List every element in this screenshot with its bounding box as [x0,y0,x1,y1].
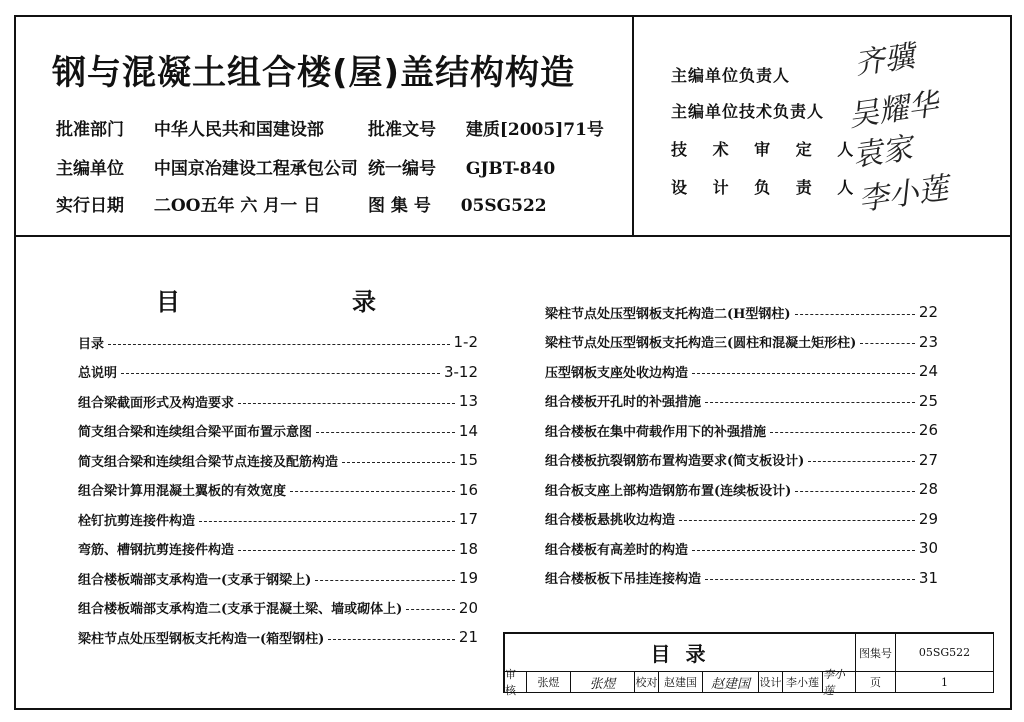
toc-entry[interactable] [78,628,478,646]
signature-handwritten-1: 齐骥 [852,38,917,82]
toc-entry[interactable] [545,451,938,469]
toc-entry[interactable] [545,480,938,498]
toc-leader [808,461,915,462]
toc-entry[interactable] [78,333,478,351]
editor-unit-value: 中国京冶建设工程承包公司 [153,159,358,179]
toc-entry-label: 组合板支座上部构造钢筋布置(连续板设计) [545,483,792,499]
toc-entry[interactable] [545,362,938,380]
signature-role-3: 技 术 审 定 人 [671,140,864,159]
toc-entry-page: 14 [458,421,478,440]
header-divider [632,17,634,235]
toc-leader [238,550,455,551]
editor-unit-row [56,154,358,179]
toc-leader [199,521,455,522]
toc-leader [342,462,455,463]
toc-entry-page: 16 [458,480,478,499]
atlas-no-label: 图 集 号 [368,196,431,216]
approval-doc-value: 建质[2005]71号 [465,120,604,140]
toc-entry[interactable] [545,421,938,439]
toc-entry-label: 简支组合梁和连续组合梁节点连接及配筋构造 [78,454,339,470]
atlas-no-value: 05SG522 [460,196,547,216]
unified-code-label: 统一编号 [368,159,436,179]
toc-entry[interactable] [78,540,478,558]
toc-entry-label: 栓钉抗剪连接件构造 [78,513,196,529]
toc-entry[interactable] [78,392,478,410]
toc-entry-page: 13 [458,392,478,410]
toc-entry-page: 21 [458,628,478,646]
design-name: 李小莲 [783,672,823,693]
toc-entry[interactable] [545,510,938,528]
toc-leader [238,403,455,404]
toc-heading-left: 目 [156,287,180,316]
toc-leader [316,432,455,433]
effective-date-row [56,191,320,216]
signature-role-2: 主编单位技术负责人 [671,102,825,121]
unified-code-row [368,154,555,179]
toc-entry-label: 组合梁计算用混凝土翼板的有效宽度 [78,484,287,499]
toc-entry-page: 28 [918,480,938,498]
toc-leader [315,580,455,581]
toc-entry-page: 17 [458,510,478,528]
toc-entry-label: 组合楼板有高差时的构造 [545,542,689,558]
approval-dept-row [56,115,324,140]
signature-role-4: 设 计 负 责 人 [671,178,864,197]
toc-entry-page: 1-2 [453,333,478,351]
toc-entry-page: 26 [918,421,938,439]
check-label: 校对 [635,672,659,693]
toc-entry-label: 目录 [78,336,105,352]
signature-handwritten-3: 袁家 [850,130,915,174]
approval-dept-label: 批准部门 [56,120,124,140]
toc-leader [121,373,440,374]
toc-entry-page: 23 [918,332,938,351]
toc-entry-page: 24 [918,362,938,380]
toc-entry-label: 梁柱节点处压型钢板支托构造二(H型钢柱) [545,306,791,322]
toc-entry[interactable] [545,569,938,587]
design-label: 设计 [759,672,783,693]
toc-leader [328,639,455,640]
toc-entry-page: 19 [458,569,478,587]
toc-leader [692,550,915,551]
toc-entry[interactable] [545,333,938,351]
approval-doc-row [368,115,604,140]
toc-leader [679,520,915,521]
toc-entry-page: 29 [918,509,938,528]
signature-handwritten-2: 吴耀华 [846,86,941,135]
editor-unit-label: 主编单位 [56,159,124,179]
atlas-no-row [368,191,547,216]
page-title: 钢与混凝土组合楼(屋)盖结构构造 [52,53,576,93]
toc-entry-page: 3-12 [443,362,478,381]
toc-entry[interactable] [78,451,478,469]
toc-entry-page: 18 [458,539,478,558]
page-number: 1 [896,672,994,693]
toc-entry-label: 组合梁截面形式及构造要求 [78,395,235,411]
title-block [503,632,994,697]
toc-entry-label: 简支组合梁和连续组合梁平面布置示意图 [78,425,313,440]
toc-entry[interactable] [78,422,478,440]
title-block-name: 目 录 [505,634,856,672]
toc-entry[interactable] [78,481,478,499]
check-signature: 赵建国 [703,672,759,693]
toc-entry-label: 组合楼板抗裂钢筋布置构造要求(简支板设计) [545,454,805,469]
toc-leader [692,373,915,374]
header-block [16,17,1010,237]
page-label: 页 [856,672,896,693]
unified-code-value: GJBT-840 [465,159,556,179]
toc-entry-page: 15 [458,451,478,469]
toc-entry-label: 组合楼板板下吊挂连接构造 [545,572,702,587]
toc-entry-label: 组合楼板悬挑收边构造 [545,513,676,528]
toc-entry-page: 31 [918,568,938,587]
toc-entry[interactable] [78,510,478,528]
toc-entry-page: 27 [918,450,938,469]
effective-date-label: 实行日期 [56,196,124,216]
toc-entry-label: 总说明 [78,366,118,381]
toc-entry-label: 组合楼板端部支承构造一(支承于钢梁上) [78,572,312,588]
signature-role-1: 主编单位负责人 [671,66,791,85]
title-block-atlas-value: 05SG522 [896,634,994,672]
effective-date-value: 二OO五年 六 月一 日 [153,196,321,216]
toc-entry-label: 组合楼板端部支承构造二(支承于混凝土梁、墙或砌体上) [78,602,403,617]
toc-entry-label: 梁柱节点处压型钢板支托构造三(圆柱和混凝土矩形柱) [545,336,857,351]
approval-doc-label: 批准文号 [368,120,436,140]
review-label: 审核 [505,672,527,693]
toc-entry-label: 梁柱节点处压型钢板支托构造一(箱型钢柱) [78,631,325,647]
toc-entry[interactable] [78,599,478,617]
toc-entry-page: 30 [918,539,938,557]
approval-dept-value: 中华人民共和国建设部 [153,120,324,140]
design-signature: 李小莲 [823,672,856,693]
toc-leader [795,314,915,315]
toc-entry-page: 22 [918,303,938,321]
toc-leader [705,579,915,580]
toc-entry[interactable] [545,392,938,410]
signature-handwritten-4: 李小莲 [856,170,951,219]
toc-entry-label: 组合楼板在集中荷载作用下的补强措施 [545,424,767,440]
toc-leader [406,609,455,610]
toc-entry-page: 20 [458,598,478,617]
toc-entry[interactable] [545,539,938,557]
toc-entry-label: 组合楼板开孔时的补强措施 [545,395,702,410]
check-name: 赵建国 [659,672,703,693]
toc-leader [705,402,915,403]
toc-entry[interactable] [78,569,478,587]
toc-entry[interactable] [78,363,478,381]
toc-leader [795,491,915,492]
toc-entry[interactable] [545,303,938,321]
toc-leader [108,344,449,345]
toc-leader [770,432,915,433]
review-signature: 张煜 [571,672,635,693]
toc-leader [290,491,455,492]
review-name: 张煜 [527,672,571,693]
toc-entry-label: 弯筋、槽钢抗剪连接件构造 [78,543,235,558]
toc-entry-label: 压型钢板支座处收边构造 [545,365,689,381]
toc-entry-page: 25 [918,391,938,410]
toc-leader [860,343,915,344]
title-block-atlas-label: 图集号 [856,634,896,672]
toc-heading-right: 录 [352,287,376,316]
